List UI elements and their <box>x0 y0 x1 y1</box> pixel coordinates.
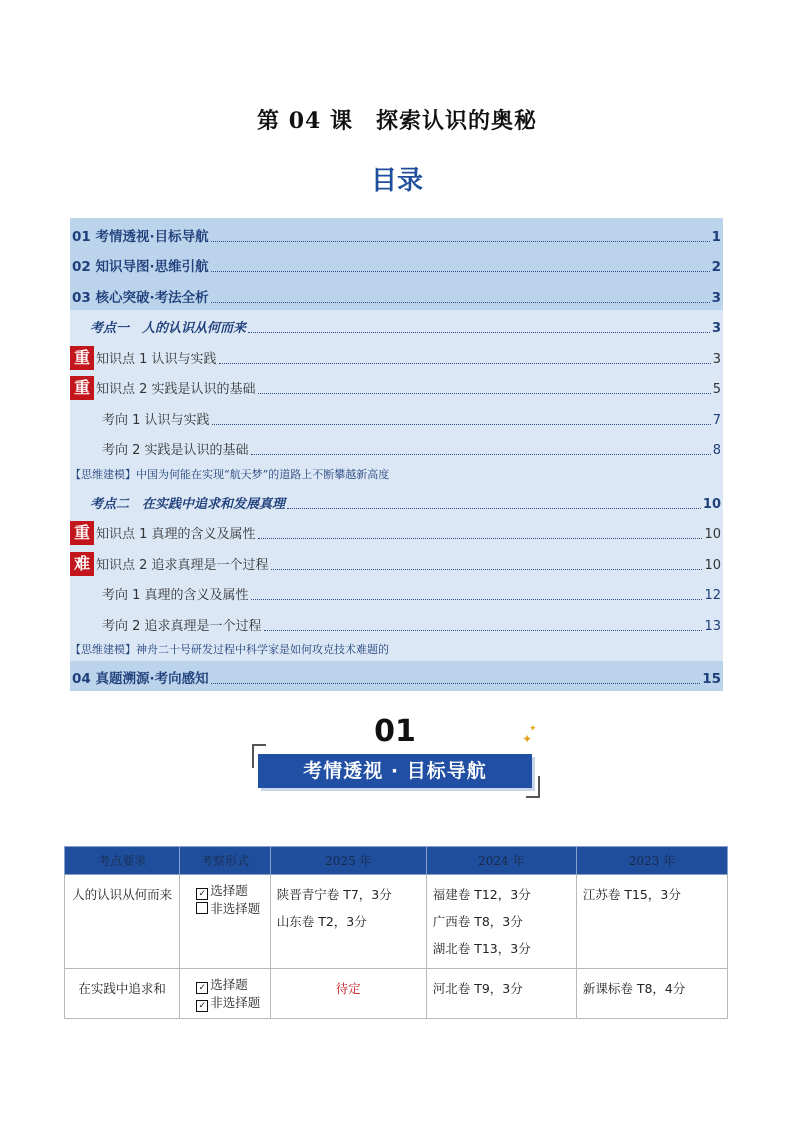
toc-entry-label: 考向 1 认识与实践 <box>102 412 210 428</box>
form-cell <box>180 969 271 1019</box>
toc-page-number: 10 <box>704 527 721 542</box>
priority-badge: 重 <box>70 376 94 400</box>
dot-leader <box>258 393 711 394</box>
dot-leader <box>287 508 701 509</box>
dot-leader <box>211 683 701 684</box>
toc-page-number: 10 <box>702 496 721 512</box>
table-row <box>65 969 728 1019</box>
priority-badge: 难 <box>70 552 94 576</box>
dot-leader <box>258 538 703 539</box>
toc-heading: 目录 <box>370 166 423 196</box>
toc-entry-label: 考向 2 实践是认识的基础 <box>102 443 249 458</box>
toc-entry-label: 04 真题溯源·考向感知 <box>72 671 209 687</box>
toc-entry[interactable] <box>70 516 723 547</box>
toc-entry-label: 【思维建模】中国为何能在实现“航天梦”的道路上不断攀越新高度 <box>70 467 390 481</box>
sparkle-icon: ✦ <box>522 732 533 746</box>
exam-analysis-table <box>64 846 728 1019</box>
toc-page-number: 5 <box>712 382 721 397</box>
year-cell-2025 <box>270 875 426 969</box>
toc-entry[interactable] <box>70 485 723 516</box>
toc-entry-label: 01 考情透视·目标导航 <box>72 228 209 245</box>
topic-cell: 人的认识从何而来 <box>65 875 180 969</box>
section-number: 01 <box>374 714 416 749</box>
year-cell-2023 <box>576 875 727 969</box>
column-header: 考察形式 <box>180 847 271 875</box>
toc-entry-label: 03 核心突破·考法全析 <box>72 289 209 306</box>
checked-box-icon <box>196 888 208 900</box>
toc-entry[interactable] <box>70 249 723 280</box>
toc-page-number: 3 <box>711 321 721 336</box>
year-cell-2024 <box>426 969 576 1019</box>
column-header: 2024 年 <box>426 847 576 875</box>
toc-entry-label: 02 知识导图·思维引航 <box>72 259 209 275</box>
toc-entry[interactable] <box>70 310 723 341</box>
toc-entry-label: 【思维建模】神舟二十号研发过程中科学家是如何攻克技术难题的 <box>70 643 389 656</box>
form-option <box>186 900 264 917</box>
form-option <box>186 976 264 994</box>
form-option-label: 选择题 <box>210 883 248 898</box>
table-row <box>65 875 728 969</box>
exam-reference: 福建卷 T12，3分 <box>432 887 531 902</box>
unchecked-box-icon <box>196 902 208 914</box>
form-option-label: 选择题 <box>210 977 248 992</box>
toc-page-number: 3 <box>711 289 721 306</box>
exam-reference: 陕晋青宁卷 T7，3分 <box>276 887 392 902</box>
form-cell <box>180 875 271 969</box>
toc-entry[interactable] <box>70 218 723 249</box>
exam-reference: 江苏卷 T15，3分 <box>582 887 681 902</box>
form-option-label: 非选择题 <box>210 901 261 916</box>
table-header-row <box>65 847 728 875</box>
document-title: 第 04 课 探索认识的奥秘 <box>257 108 537 134</box>
exam-reference: 广西卷 T8，3分 <box>432 914 523 929</box>
dot-leader <box>219 363 711 364</box>
table-of-contents <box>70 218 723 691</box>
topic-cell: 在实践中追求和 <box>65 969 180 1019</box>
priority-badge: 重 <box>70 346 94 370</box>
toc-entry[interactable] <box>70 371 723 402</box>
toc-page-number: 3 <box>712 351 721 367</box>
toc-entry[interactable] <box>70 462 723 485</box>
form-option <box>186 882 264 900</box>
toc-entry[interactable] <box>70 279 723 310</box>
exam-reference: 待定 <box>335 981 361 996</box>
year-cell-2023 <box>576 969 727 1019</box>
toc-entry-label: 考向 2 追求真理是一个过程 <box>102 618 262 634</box>
toc-page-number: 15 <box>702 671 721 687</box>
toc-entry[interactable] <box>70 401 723 432</box>
column-header: 2025 年 <box>270 847 426 875</box>
toc-entry-label: 考点二 在实践中追求和发展真理 <box>90 496 286 512</box>
toc-entry-label: 考向 1 真理的含义及属性 <box>102 588 249 603</box>
toc-page-number: 2 <box>711 259 721 275</box>
dot-leader <box>251 599 703 600</box>
toc-page-number: 12 <box>704 588 721 603</box>
column-header: 2023 年 <box>576 847 727 875</box>
toc-entry[interactable] <box>70 546 723 577</box>
dot-leader <box>251 454 711 455</box>
toc-page-number: 8 <box>712 443 721 458</box>
toc-entry[interactable] <box>70 607 723 638</box>
toc-page-number: 7 <box>712 412 721 428</box>
sparkle-icon: ✦ <box>529 724 537 734</box>
toc-entry[interactable] <box>70 661 723 692</box>
toc-entry-label: 考点一 人的认识从何而来 <box>90 321 247 336</box>
toc-entry-label: 知识点 1 真理的含义及属性 <box>96 527 256 542</box>
exam-reference: 河北卷 T9，3分 <box>432 981 523 996</box>
priority-badge: 重 <box>70 521 94 545</box>
dot-leader <box>212 424 711 425</box>
toc-page-number: 1 <box>711 228 721 245</box>
dot-leader <box>264 630 703 631</box>
banner-bracket-right <box>526 776 540 798</box>
toc-page-number: 13 <box>704 618 721 634</box>
exam-reference: 山东卷 T2，3分 <box>276 914 367 929</box>
dot-leader <box>248 332 710 333</box>
toc-entry[interactable] <box>70 432 723 463</box>
toc-entry[interactable] <box>70 638 723 661</box>
exam-reference: 湖北卷 T13，3分 <box>432 941 531 956</box>
toc-entry-label: 知识点 2 追求真理是一个过程 <box>96 557 269 573</box>
toc-entry-label: 知识点 2 实践是认识的基础 <box>96 382 256 397</box>
checked-box-icon <box>196 982 208 994</box>
toc-entry[interactable] <box>70 340 723 371</box>
toc-entry-label: 知识点 1 认识与实践 <box>96 351 217 367</box>
dot-leader <box>211 241 710 242</box>
exam-reference: 新课标卷 T8，4分 <box>582 981 686 996</box>
checked-box-icon <box>196 1000 208 1012</box>
year-cell-2024 <box>426 875 576 969</box>
form-option <box>186 994 264 1012</box>
section-banner: 考情透视 · 目标导航 <box>258 754 532 788</box>
dot-leader <box>211 271 710 272</box>
dot-leader <box>271 569 703 570</box>
toc-entry[interactable] <box>70 577 723 608</box>
form-option-label: 非选择题 <box>210 995 261 1010</box>
column-header: 考点要求 <box>65 847 180 875</box>
dot-leader <box>211 302 710 303</box>
year-cell-2025 <box>270 969 426 1019</box>
toc-page-number: 10 <box>704 557 721 573</box>
